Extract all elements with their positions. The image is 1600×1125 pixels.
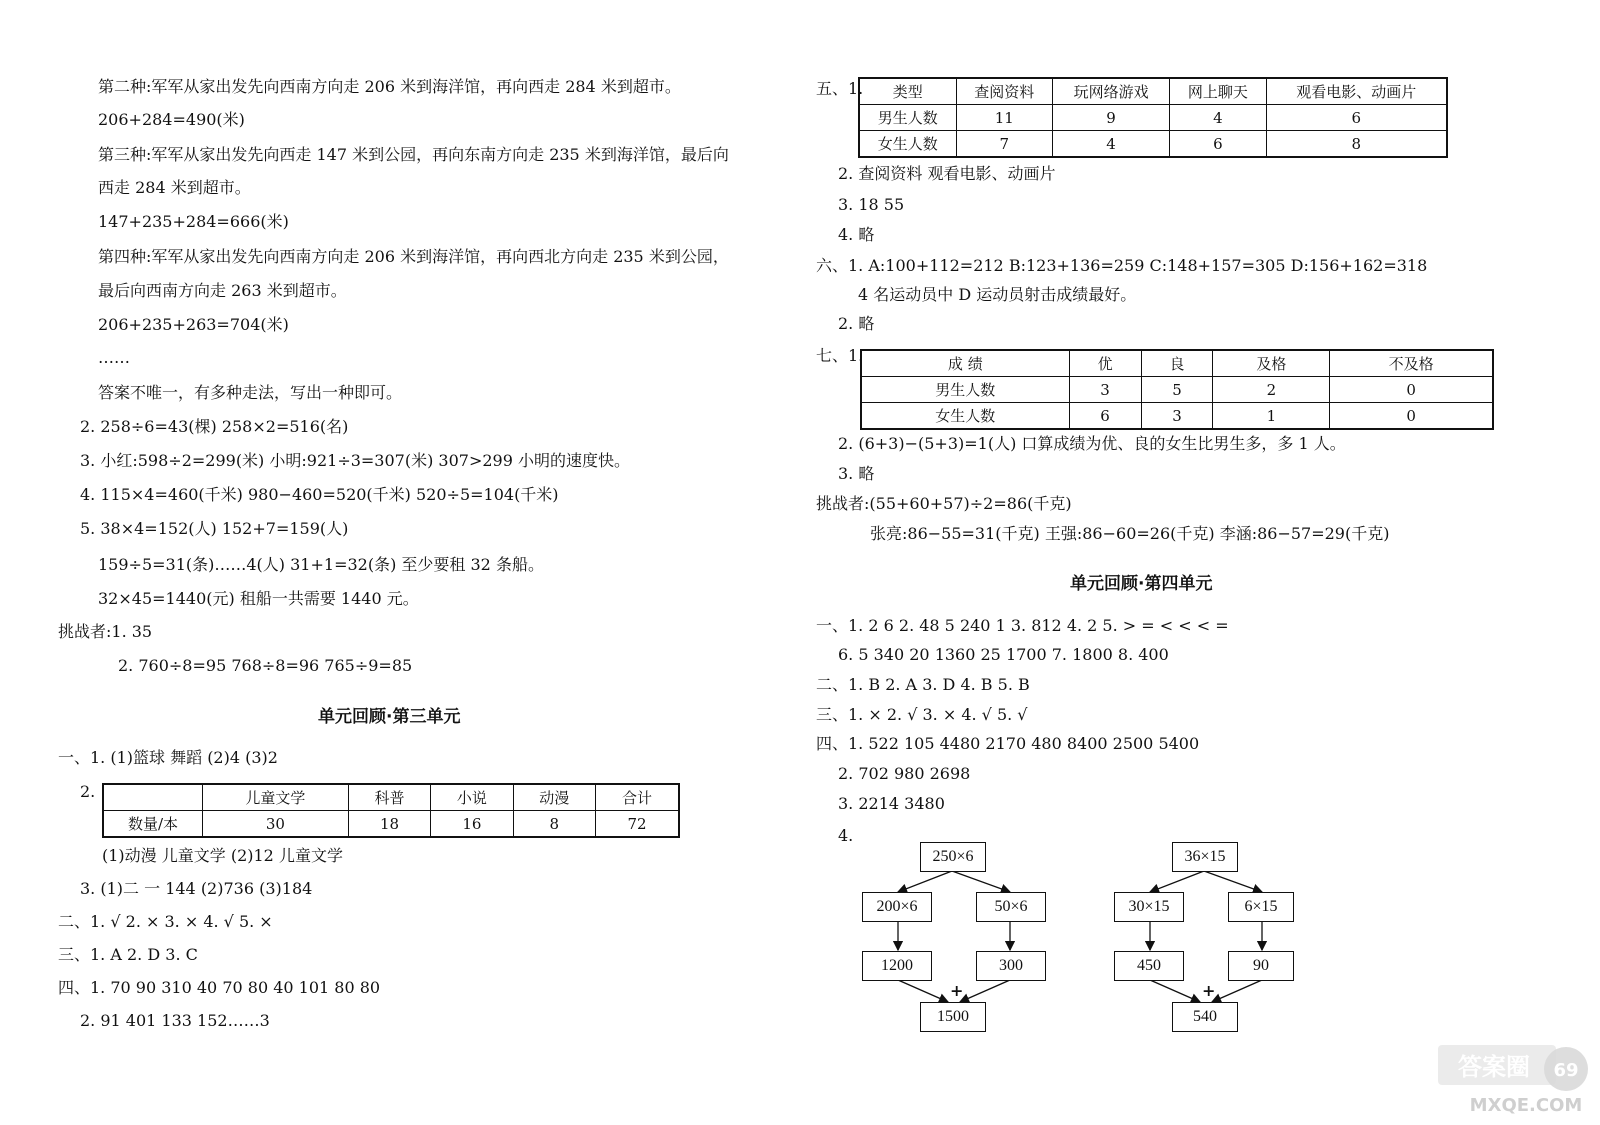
svg-text:MXQE.COM: MXQE.COM xyxy=(1469,1095,1583,1116)
tree1-bottom: 1500 xyxy=(920,1002,986,1032)
table-cell: 男生人数 xyxy=(859,105,956,131)
table-cell: 6 xyxy=(1170,131,1266,158)
u4-section-3: 三、1. × 2. √ 3. × 4. √ 5. √ xyxy=(816,705,1028,724)
table-cell: 16 xyxy=(431,811,513,838)
tree2-right-2: 90 xyxy=(1228,951,1294,981)
table-cell: 0 xyxy=(1330,377,1493,403)
table-row xyxy=(103,784,679,811)
u3-section-4-1: 四、1. 70 90 310 40 70 80 40 101 80 80 xyxy=(58,978,381,997)
u4-section-1b: 6. 5 340 20 1360 25 1700 7. 1800 8. 400 xyxy=(838,645,1169,664)
q4-answer: 4. 115×4=460(千米) 980−460=520(千米) 520÷5=104(千米) xyxy=(80,485,559,504)
table-cell: 数量/本 xyxy=(103,811,203,838)
table-cell: 5 xyxy=(1141,377,1213,403)
table-cell: 4 xyxy=(1170,105,1266,131)
section-5-label: 五、1. xyxy=(816,79,864,98)
table-cell: 优 xyxy=(1069,350,1141,377)
u4-section-4-4: 4. xyxy=(838,826,854,845)
q3-answer: 3. 小红:598÷2=299(米) 小明:921÷3=307(米) 307>299 小明的速度快。 xyxy=(80,451,630,470)
u3-section-3: 三、1. A 2. D 3. C xyxy=(58,945,198,964)
table-cell: 网上聊天 xyxy=(1170,78,1266,105)
table-cell: 科普 xyxy=(348,784,430,811)
q2-answer: 2. 258÷6=43(棵) 258×2=516(名) xyxy=(80,417,349,436)
table-cell: 类型 xyxy=(859,78,956,105)
tree2-plus: + xyxy=(1202,981,1216,1000)
section-5-q2: 2. 查阅资料 观看电影、动画片 xyxy=(838,164,1056,183)
table-cell: 9 xyxy=(1052,105,1169,131)
table-cell: 儿童文学 xyxy=(203,784,349,811)
tree1-right-2: 300 xyxy=(976,951,1046,981)
route-2-calc: 206+284=490(米) xyxy=(98,110,245,129)
u3-q2-label: 2. xyxy=(80,782,96,801)
q5-answer-c: 32×45=1440(元) 租船一共需要 1440 元。 xyxy=(98,589,419,608)
tree1-top: 250×6 xyxy=(920,842,986,872)
table-cell: 7 xyxy=(956,131,1052,158)
challenge-1: 挑战者:1. 35 xyxy=(58,622,153,641)
section-6-q2: 2. 略 xyxy=(838,314,875,333)
watermark-logo xyxy=(1434,1039,1594,1119)
unit4-heading: 单元回顾·第四单元 xyxy=(1070,574,1213,594)
table-cell: 3 xyxy=(1141,403,1213,430)
route-3-calc: 147+235+284=666(米) xyxy=(98,212,289,231)
svg-text:69: 69 xyxy=(1553,1060,1579,1081)
tree2-left-1: 30×15 xyxy=(1114,892,1184,922)
table-cell: 0 xyxy=(1330,403,1493,430)
route-4-text-cont: 最后向西南方向走 263 米到超市。 xyxy=(98,281,347,300)
book-count-table xyxy=(102,783,680,838)
u3-q2-answer: (1)动漫 儿童文学 (2)12 儿童文学 xyxy=(102,846,343,865)
table-cell: 6 xyxy=(1266,105,1447,131)
table-cell: 合计 xyxy=(596,784,680,811)
svg-text:答案圈: 答案圈 xyxy=(1458,1053,1530,1081)
table-cell: 男生人数 xyxy=(861,377,1069,403)
table-cell: 玩网络游戏 xyxy=(1052,78,1169,105)
table-cell: 查阅资料 xyxy=(956,78,1052,105)
table-cell: 3 xyxy=(1069,377,1141,403)
u3-section-4-2: 2. 91 401 133 152……3 xyxy=(80,1011,270,1030)
challenge-r1: 挑战者:(55+60+57)÷2=86(千克) xyxy=(816,494,1072,513)
table-cell: 女生人数 xyxy=(859,131,956,158)
route-4-calc: 206+235+263=704(米) xyxy=(98,315,289,334)
section-6-q1-conclusion: 4 名运动员中 D 运动员射击成绩最好。 xyxy=(858,285,1137,304)
table-cell: 动漫 xyxy=(513,784,595,811)
table-cell: 8 xyxy=(1266,131,1447,158)
route-3-text: 第三种:军军从家出发先向西走 147 米到公园，再向东南方向走 235 米到海洋馆，最后向 xyxy=(98,145,729,164)
tree1-plus: + xyxy=(950,981,964,1000)
u3-q1: 一、1. (1)篮球 舞蹈 (2)4 (3)2 xyxy=(58,748,278,767)
table-row xyxy=(103,811,679,838)
route-4-text: 第四种:军军从家出发先向西南方向走 206 米到海洋馆，再向西北方向走 235 米到公园， xyxy=(98,247,729,266)
section-7-label: 七、1. xyxy=(816,346,864,365)
tree2-top: 36×15 xyxy=(1172,842,1238,872)
tree2-right-1: 6×15 xyxy=(1228,892,1294,922)
table-cell: 11 xyxy=(956,105,1052,131)
table-cell: 及格 xyxy=(1213,350,1330,377)
table-cell: 观看电影、动画片 xyxy=(1266,78,1447,105)
section-7-q3: 3. 略 xyxy=(838,464,875,483)
section-5-q4: 4. 略 xyxy=(838,225,875,244)
table-cell: 2 xyxy=(1213,377,1330,403)
table-cell: 女生人数 xyxy=(861,403,1069,430)
u4-section-4-1: 四、1. 522 105 4480 2170 480 8400 2500 5400 xyxy=(816,734,1200,753)
challenge-2: 2. 760÷8=95 768÷8=96 765÷9=85 xyxy=(118,656,413,675)
tree2-bottom: 540 xyxy=(1172,1002,1238,1032)
tree2-left-2: 450 xyxy=(1114,951,1184,981)
u4-section-1: 一、1. 2 6 2. 48 5 240 1 3. 812 4. 2 5. > = < < < = xyxy=(816,616,1229,635)
table-cell: 成 绩 xyxy=(861,350,1069,377)
table-cell: 30 xyxy=(203,811,349,838)
u4-section-2: 二、1. B 2. A 3. D 4. B 5. B xyxy=(816,675,1030,694)
table-cell: 不及格 xyxy=(1330,350,1493,377)
table-cell: 小说 xyxy=(431,784,513,811)
table-cell xyxy=(103,784,203,811)
ellipsis: …… xyxy=(98,348,130,367)
tree1-right-1: 50×6 xyxy=(976,892,1046,922)
tree1-left-2: 1200 xyxy=(862,951,932,981)
route-2-text: 第二种:军军从家出发先向西南方向走 206 米到海洋馆，再向西走 284 米到超市。 xyxy=(98,77,681,96)
table-cell: 18 xyxy=(348,811,430,838)
right-page xyxy=(800,0,1600,1125)
challenge-r2: 张亮:86−55=31(千克) 王强:86−60=26(千克) 李涵:86−57=29(千克) xyxy=(870,524,1390,543)
tree1-left-1: 200×6 xyxy=(862,892,932,922)
table-cell: 1 xyxy=(1213,403,1330,430)
q5-answer-b: 159÷5=31(条)……4(人) 31+1=32(条) 至少要租 32 条船。 xyxy=(98,555,544,574)
table-cell: 良 xyxy=(1141,350,1213,377)
section-5-q3: 3. 18 55 xyxy=(838,195,905,214)
u3-q3: 3. (1)二 一 144 (2)736 (3)184 xyxy=(80,879,313,898)
table-cell: 4 xyxy=(1052,131,1169,158)
u4-section-4-2: 2. 702 980 2698 xyxy=(838,764,971,783)
table-cell: 6 xyxy=(1069,403,1141,430)
table-cell: 8 xyxy=(513,811,595,838)
unit3-heading: 单元回顾·第三单元 xyxy=(318,707,461,727)
section-6-q1: 六、1. A:100+112=212 B:123+136=259 C:148+157=305 D:156+162=318 xyxy=(816,256,1428,275)
answer-note: 答案不唯一，有多种走法，写出一种即可。 xyxy=(98,383,403,402)
u3-section-2: 二、1. √ 2. × 3. × 4. √ 5. × xyxy=(58,912,273,931)
route-3-text-cont: 西走 284 米到超市。 xyxy=(98,178,251,197)
u4-section-4-3: 3. 2214 3480 xyxy=(838,794,945,813)
table-cell: 72 xyxy=(596,811,680,838)
section-7-q2: 2. (6+3)−(5+3)=1(人) 口算成绩为优、良的女生比男生多，多 1 人。 xyxy=(838,434,1346,453)
q5-answer: 5. 38×4=152(人) 152+7=159(人) xyxy=(80,519,349,538)
